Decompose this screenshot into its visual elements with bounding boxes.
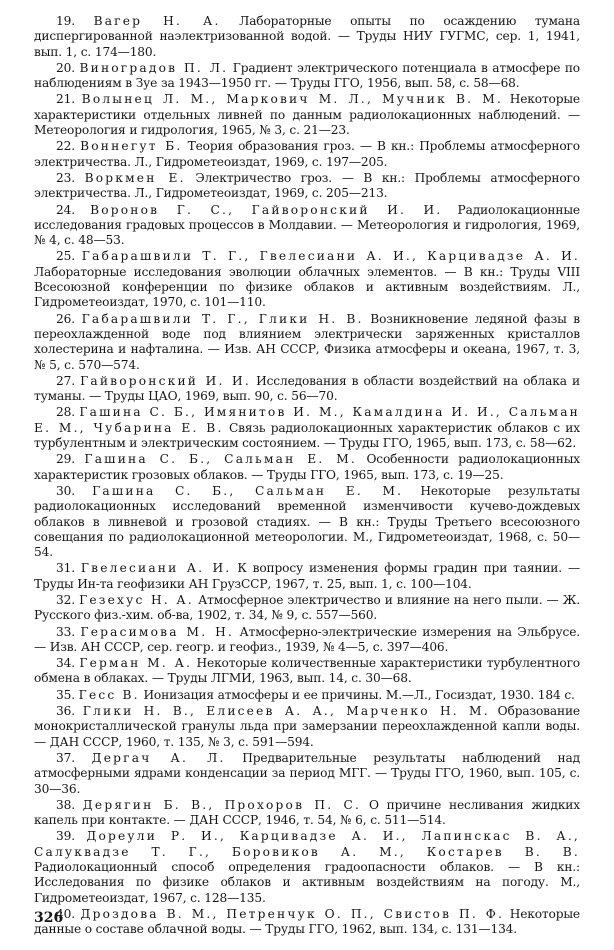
reference-authors: Гайворонский И. И. <box>80 373 251 388</box>
reference-entry <box>34 625 580 656</box>
reference-number: 32. <box>56 592 75 607</box>
reference-text: Радиолокационные исследования градовых процессов в Молдавии. — Метеорология и гидрология, 1969, № 4, с. 48—53. <box>34 202 580 248</box>
reference-entry <box>34 203 580 249</box>
reference-authors: Герасимова М. Н. <box>80 624 235 639</box>
reference-text: Предварительные результаты наблюдений над атмосферными ядрами конденсации за период МГГ. — Труды ГГО, 1960, вып. 105, с. 30—36. <box>34 750 580 796</box>
reference-number: 30. <box>56 483 75 498</box>
reference-entry <box>34 751 580 797</box>
reference-authors: Гезехус Н. А. <box>79 592 194 607</box>
reference-number: 28. <box>56 405 75 420</box>
reference-authors: Глики Н. В., Елисеев А. А., Марченко Н. М. <box>82 704 490 719</box>
reference-entry <box>34 561 580 592</box>
reference-entry <box>34 139 580 170</box>
reference-text: Некоторые результаты радиолокационных исследований временной изменчивости кучево-дождевых облаков в ливневой и грозовой стадиях. — В кн.: Труды Третьего всесоюзного совещания по радиолокационной метеорологии. М., Гидрометеоиздат, 1968, с. 50—54. <box>34 483 580 560</box>
reference-text: Исследования в области воздействий на облака и туманы. — Труды ЦАО, 1969, вып. 90, с. 56—70. <box>34 373 580 404</box>
reference-number: 33. <box>56 624 75 639</box>
reference-number: 34. <box>56 656 75 671</box>
reference-number: 19. <box>56 14 75 28</box>
page-number: 326 <box>34 910 64 926</box>
reference-entry <box>34 829 580 905</box>
reference-authors: Волынец Л. М., Маркович М. Л., Мучник В. М. <box>81 92 504 107</box>
reference-number: 24. <box>56 202 75 217</box>
reference-number: 39. <box>56 829 75 844</box>
reference-text: Градиент электрического потенциала в атмосфере по наблюдениям в Зуе за 1943—1950 гг. — Труды ГГО, 1956, вып. 58, с. 58—68. <box>34 60 580 91</box>
reference-authors: Воннегут Б. <box>80 139 183 154</box>
reference-number: 38. <box>56 797 75 812</box>
reference-authors: Дерягин Б. В., Прохоров П. С. <box>82 797 362 812</box>
reference-text: Радиолокационный способ определения градоопасности облаков. — В кн.: Исследования по физике облаков и активным воздействиям на погоду. М., Гидрометеоиздат, 1967, с. 128—135. <box>34 860 580 905</box>
reference-number: 21. <box>56 92 75 107</box>
reference-entry <box>34 14 580 60</box>
reference-entry <box>34 452 580 483</box>
reference-number: 29. <box>56 452 75 467</box>
reference-authors: Габарашвили Т. Г., Глики Н. В. <box>81 311 364 326</box>
reference-text: Образование монокристаллической гранулы льда при замерзании переохлажденной капли воды. — ДАН СССР, 1960, т. 135, № 3, с. 591—594. <box>34 704 580 749</box>
reference-text: Электричество гроз. — В кн.: Проблемы атмосферного электричества. Л., Гидрометеоиздат, 1969, с. 205—213. <box>34 170 580 201</box>
reference-number: 37. <box>56 750 75 765</box>
reference-entry <box>34 405 580 451</box>
reference-number: 20. <box>56 60 75 75</box>
reference-number: 31. <box>56 561 75 576</box>
reference-number: 23. <box>56 170 75 185</box>
reference-authors: Гашина С. Б., Имянитов И. М., Камалдина И. И., Сальман Е. М., Чубарина Е. В. <box>34 405 580 435</box>
reference-entry <box>34 798 580 829</box>
reference-entry <box>34 249 580 310</box>
reference-number: 36. <box>56 704 75 719</box>
reference-entry <box>34 704 580 750</box>
reference-authors: Гвелесиани А. И. <box>80 561 232 576</box>
reference-list <box>34 14 580 938</box>
reference-number: 35. <box>56 687 75 702</box>
reference-entry <box>34 312 580 373</box>
reference-entry <box>34 61 580 92</box>
reference-authors: Герман М. А. <box>79 656 193 671</box>
reference-authors: Дроздова В. М., Петренчук О. П., Свистов П. Ф. <box>80 906 505 921</box>
reference-number: 27. <box>56 373 75 388</box>
reference-text: Ионизация атмосферы и ее причины. М.—Л., Госиздат, 1930. 184 с. <box>143 687 575 702</box>
reference-text: О причине несливания жидких капель при контакте. — ДАН СССР, 1946, т. 54, № 6, с. 511—514. <box>34 797 580 828</box>
reference-entry <box>34 374 580 405</box>
reference-authors: Дергач А. Л. <box>91 750 226 765</box>
reference-entry <box>34 656 580 687</box>
reference-number: 40. <box>56 906 75 921</box>
reference-number: 22. <box>56 139 75 154</box>
reference-authors: Гашина С. Б., Сальман Е. М. <box>84 452 357 467</box>
reference-text: Особенности радиолокационных характеристик грозовых облаков. — Труды ГГО, 1965, вып. 173, с. 19—25. <box>34 452 580 482</box>
reference-entry <box>34 92 580 138</box>
reference-text: Теория образования гроз. — В кн.: Проблемы атмосферного электричества. Л., Гидрометеоиздат, 1969, с. 197—205. <box>34 139 580 169</box>
reference-text: Связь радиолокационных характеристик облаков с их турбулентным и электрическим состоянием. — Труды ГГО, 1965, вып. 173, с. 58—62. <box>34 420 581 451</box>
reference-authors: Виноградов П. Л. <box>79 60 229 75</box>
reference-entry <box>34 907 580 938</box>
reference-authors: Воркмен Е. <box>84 170 186 185</box>
reference-entry <box>34 484 580 560</box>
reference-text: Лабораторные исследования эволюции облачных элементов. — В кн.: Труды VIII Всесоюзной конференции по физике облаков и активным воздействиям. Л., Гидрометеоиздат, 1970, с. 101—110. <box>34 264 580 310</box>
reference-authors: Габарашвили Т. Г., Гвелесиани А. И., Карцивадзе А. И. <box>81 249 580 264</box>
reference-text: Возникновение ледяной фазы в переохлажденной воде под влиянием электрически заряженных кристаллов холестерина и нафталина. — Изв. АН СССР, Физика атмосферы и океана, 1967, т. 3, № 5, с. 570—574. <box>34 311 581 372</box>
reference-authors: Гашина С. Б., Сальман Е. М. <box>92 483 404 498</box>
reference-entry <box>34 171 580 202</box>
reference-text: Атмосферно-электрические измерения на Эльбрусе. — Изв. АН СССР, сер. геогр. и геофиз., 1939, № 4—5, с. 397—406. <box>34 624 580 654</box>
reference-authors: Вагер Н. А. <box>93 14 221 28</box>
reference-text: К вопросу изменения формы градин при таянии. — Труды Ин-та геофизики АН ГрузССР, 1967, т. 25, вып. 1, с. 100—104. <box>34 561 580 591</box>
reference-authors: Гесс В. <box>78 687 140 702</box>
reference-authors: Дореули Р. И., Карцивадзе А. И., Лапинскас В. А., Салуквадзе Т. Г., Боровиков А. М., Костарев В. В. <box>34 829 580 859</box>
reference-text: Некоторые характеристики отдельных ливней по данным радиолокационных наблюдений. — Метеорология и гидрология, 1965, № 3, с. 21—23. <box>34 92 580 138</box>
reference-text: Атмосферное электричество и влияние на него пыли. — Ж. Русского физ.-хим. об-ва, 1902, т. 34, № 9, с. 557—560. <box>34 592 581 623</box>
reference-text: Некоторые данные о составе облачной воды. — Труды ГГО, 1962, вып. 134, с. 131—134. <box>34 906 580 937</box>
reference-entry <box>34 593 580 624</box>
reference-number: 26. <box>56 311 75 326</box>
reference-text: Лабораторные опыты по осаждению тумана диспергированной наэлектризованной водой. — Труды НИУ ГУГМС, сер. 1, 1941, вып. 1, с. 174—180. <box>34 14 580 59</box>
reference-text: Некоторые количественные характеристики турбулентного обмена в облаках. — Труды ЛГМИ, 1963, вып. 14, с. 30—68. <box>34 656 580 686</box>
reference-entry <box>34 688 580 703</box>
reference-number: 25. <box>56 249 75 264</box>
reference-authors: Воронов Г. С., Гайворонский И. И. <box>90 202 443 217</box>
